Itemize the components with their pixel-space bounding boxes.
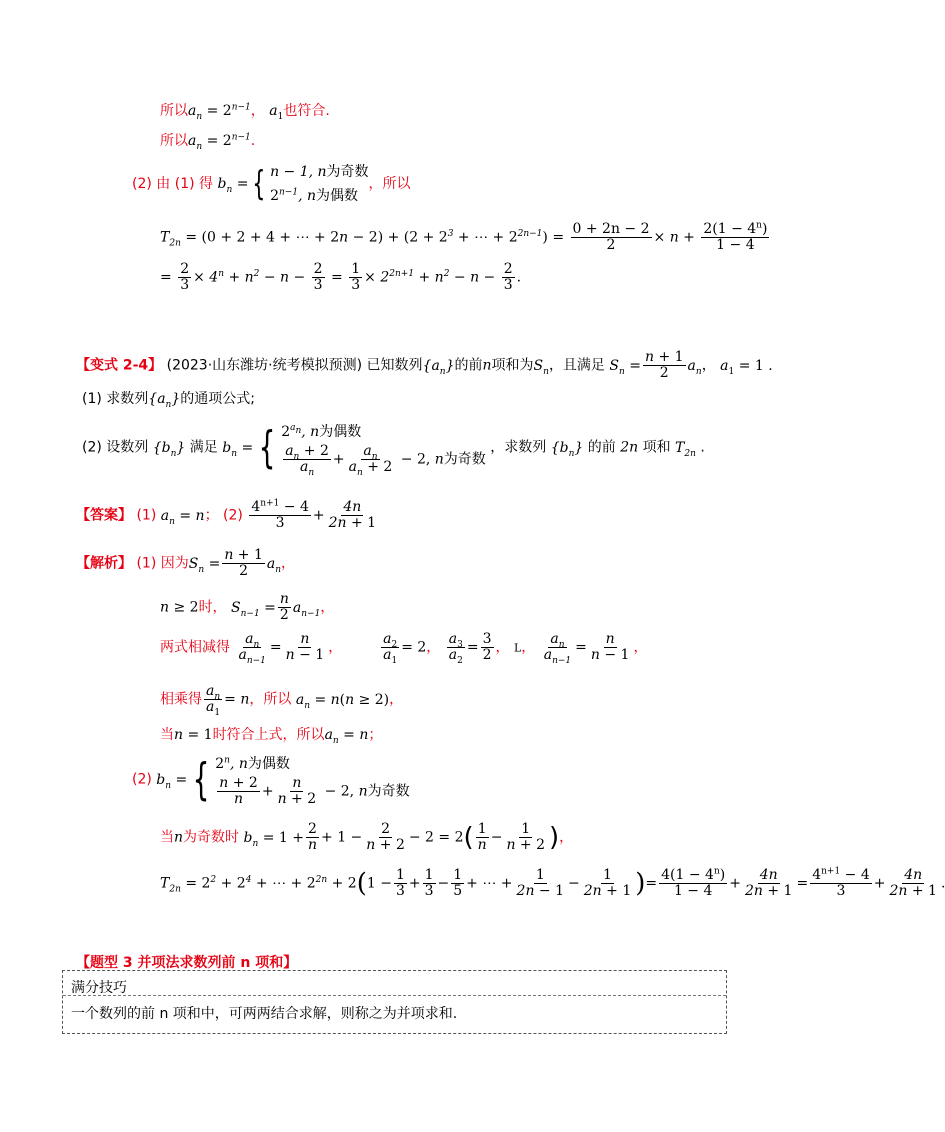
- text: 为偶数: [315, 188, 358, 204]
- text: (1) 求数列: [82, 391, 149, 407]
- text: 所以: [160, 133, 188, 149]
- text: (2): [132, 771, 152, 788]
- tips-body: 一个数列的前 n 项和中，可两两结合求解，则称之为并项求和.: [71, 1006, 458, 1022]
- text: ，: [250, 103, 265, 119]
- text: ，: [389, 691, 404, 708]
- text: ，所以: [368, 176, 411, 192]
- text: ，所以: [249, 691, 292, 708]
- tips-title: 满分技巧: [71, 980, 127, 996]
- text: .: [700, 439, 705, 456]
- text: 为奇数时: [183, 829, 240, 846]
- text: (2): [223, 507, 243, 524]
- text: ，: [320, 599, 335, 616]
- line-an-formula: 所以$a_n = 2^{n-1}$， $a_1$也符合.: [160, 102, 330, 122]
- section-heading: 【题型 3 并项法求数列前 n 项和】: [76, 955, 298, 971]
- text: (2023·山东潍坊·统考模拟预测): [166, 357, 363, 374]
- text: ，: [633, 639, 648, 656]
- analysis-line-2: n ≥ 2时， $S_{n-1}$ = $\frac{n}{2}$ $a_{n-1}$，: [160, 591, 335, 623]
- text: ，且满足: [548, 357, 605, 374]
- text: 为奇数: [367, 783, 410, 800]
- analysis-line-5: 当n = 1时符合上式，所以$a_n = n$；: [160, 727, 383, 746]
- text: 项和为: [491, 357, 534, 374]
- variant-q1: (1) 求数列$\{a_n\}$的通项公式;: [82, 391, 255, 410]
- variant-q2: (2) 设数列 $\{b_n\}$ 满足 $b_n$ = { $2^{a_n}$, n为偶数 $\frac{a_n + 2}{a_n}$ + $\frac{a_n}{a_n + 2}$ − 2, n为奇数 ，求数列 $\{b_n\}$ 的前 2n 项和 $T_{2n}$ .: [82, 421, 705, 478]
- analysis-line-1: 【解析】 (1) 因为$S_n$ = $\frac{n + 1}{2}$ $a_n$，: [76, 547, 296, 579]
- text: ，: [281, 555, 296, 572]
- text: ；: [204, 507, 219, 524]
- text: 为奇数: [326, 164, 369, 180]
- text: ，: [328, 639, 343, 656]
- text: (2) 设数列: [82, 439, 149, 456]
- text: .: [250, 133, 256, 149]
- text: ；: [368, 727, 383, 743]
- text: 当: [160, 727, 174, 743]
- text: 两式相减得: [160, 639, 230, 656]
- text: ，求数列: [490, 439, 547, 456]
- text: 为偶数: [247, 756, 290, 772]
- text: 的前: [587, 439, 616, 456]
- text: 当: [160, 829, 174, 846]
- text: ，: [559, 829, 574, 846]
- text: 的通项公式;: [180, 391, 255, 407]
- line-an-conclusion: 所以$a_n = 2^{n-1}$.: [160, 132, 256, 152]
- text: 时符合上式，所以: [212, 727, 325, 743]
- text: 满足: [189, 439, 218, 456]
- text: 所以: [160, 103, 188, 119]
- variant-stem: 【变式 2-4】 (2023·山东潍坊·统考模拟预测) 已知数列$\{a_n\}$的前n项和为$S_n$，且满足 $S_n$ = $\frac{n + 1}{2}$ $a_n$， $a_1 = 1$ .: [76, 349, 773, 381]
- text: 为奇数: [443, 451, 486, 468]
- text: ，: [426, 639, 441, 656]
- text: ，: [701, 357, 716, 374]
- text: 已知数列: [366, 357, 423, 374]
- text: ，: [495, 639, 510, 656]
- text: ，: [521, 639, 536, 656]
- text: 也符合.: [283, 103, 330, 119]
- analysis-line-4: 相乘得 $\frac{a_n}{a_1}$ = n，所以 $a_n = n(n \ge 2)$，: [160, 683, 404, 718]
- tips-box: [62, 970, 727, 1034]
- variant-label: 【变式 2-4】: [76, 357, 163, 374]
- text: (1) 因为: [136, 555, 189, 572]
- analysis-line-7: 当n为奇数时 $b_n = 1$ + $\frac{2}{n}$ + 1 − $\frac{2}{n + 2}$ − 2 = 2( $\frac{1}{n}$ − $\frac{1}{n + 2}$ )，: [160, 821, 574, 853]
- line-bn-def: (2) 由 (1) 得 $b_n$ = { n − 1, n为奇数 $2^{n-1}$, n为偶数 ，所以: [132, 164, 411, 204]
- tips-divider: [63, 995, 726, 996]
- text: 时，: [198, 599, 227, 616]
- answer-label: 【答案】: [76, 507, 132, 524]
- text: 为偶数: [319, 424, 362, 440]
- answer-line: 【答案】 (1) $a_n = n$； (2) $\frac{4^{n+1} - 4}{3}$ + $\frac{4n}{2n + 1}$: [76, 498, 377, 531]
- equation-t2n: $T_{2n} = (0 + 2 + 4$ + ⋯ + $2n - 2) + (2 + 2^3$ + ⋯ + $2^{2n-1}$) = $\frac{0 + 2n - 2}{2}$ × n + $\frac{2(1 - 4^n)}{1 - 4}$: [160, 220, 768, 253]
- analysis-line-8: $T_{2n} = 2^2 + 2^4$ + ⋯ + $2^{2n} + 2(1$ − $\frac{1}{3}$ + $\frac{1}{3}$ − $\frac{1}{5}$ + ⋯ + $\frac{1}{2n - 1}$ − $\frac{1}{2n + 1}$ )= $\frac{4(1 - 4^n)}{1 - 4}$ + $\frac{4n}{2n + 1}$ = $\frac{4^{n+1} - 4}{3}$ + $\frac{4n}{2n + 1}$ .: [160, 866, 945, 899]
- text: 相乘得: [160, 691, 202, 708]
- text: (2) 由 (1) 得: [132, 176, 214, 192]
- analysis-line-6: (2) $b_n$ = { 2$^n$, n为偶数 $\frac{n + 2}{n}$ + $\frac{n}{n + 2}$ − 2, n为奇数: [132, 753, 410, 807]
- text: 项和: [642, 439, 671, 456]
- text: 的前: [454, 357, 483, 374]
- text: (1): [136, 507, 157, 524]
- analysis-label: 【解析】: [76, 555, 132, 572]
- analysis-line-3: 两式相减得 $\frac{a_n}{a_{n-1}}$ = $\frac{n}{n - 1}$ ， $\frac{a_2}{a_1}$ = 2， $\frac{a_3}{a_2}$ = $\frac{3}{2}$ ， L， $\frac{a_n}{a_{n-1}}$ = $\frac{n}{n - 1}$ ，: [160, 631, 648, 666]
- equation-t2n-result: = $\frac{2}{3}$ × $4^n + n^2 - n$ − $\frac{2}{3}$ = $\frac{1}{3}$ × $2^{2n+1} + n^2 - n$ − $\frac{2}{3}$ .: [160, 261, 522, 293]
- text: L: [513, 641, 522, 655]
